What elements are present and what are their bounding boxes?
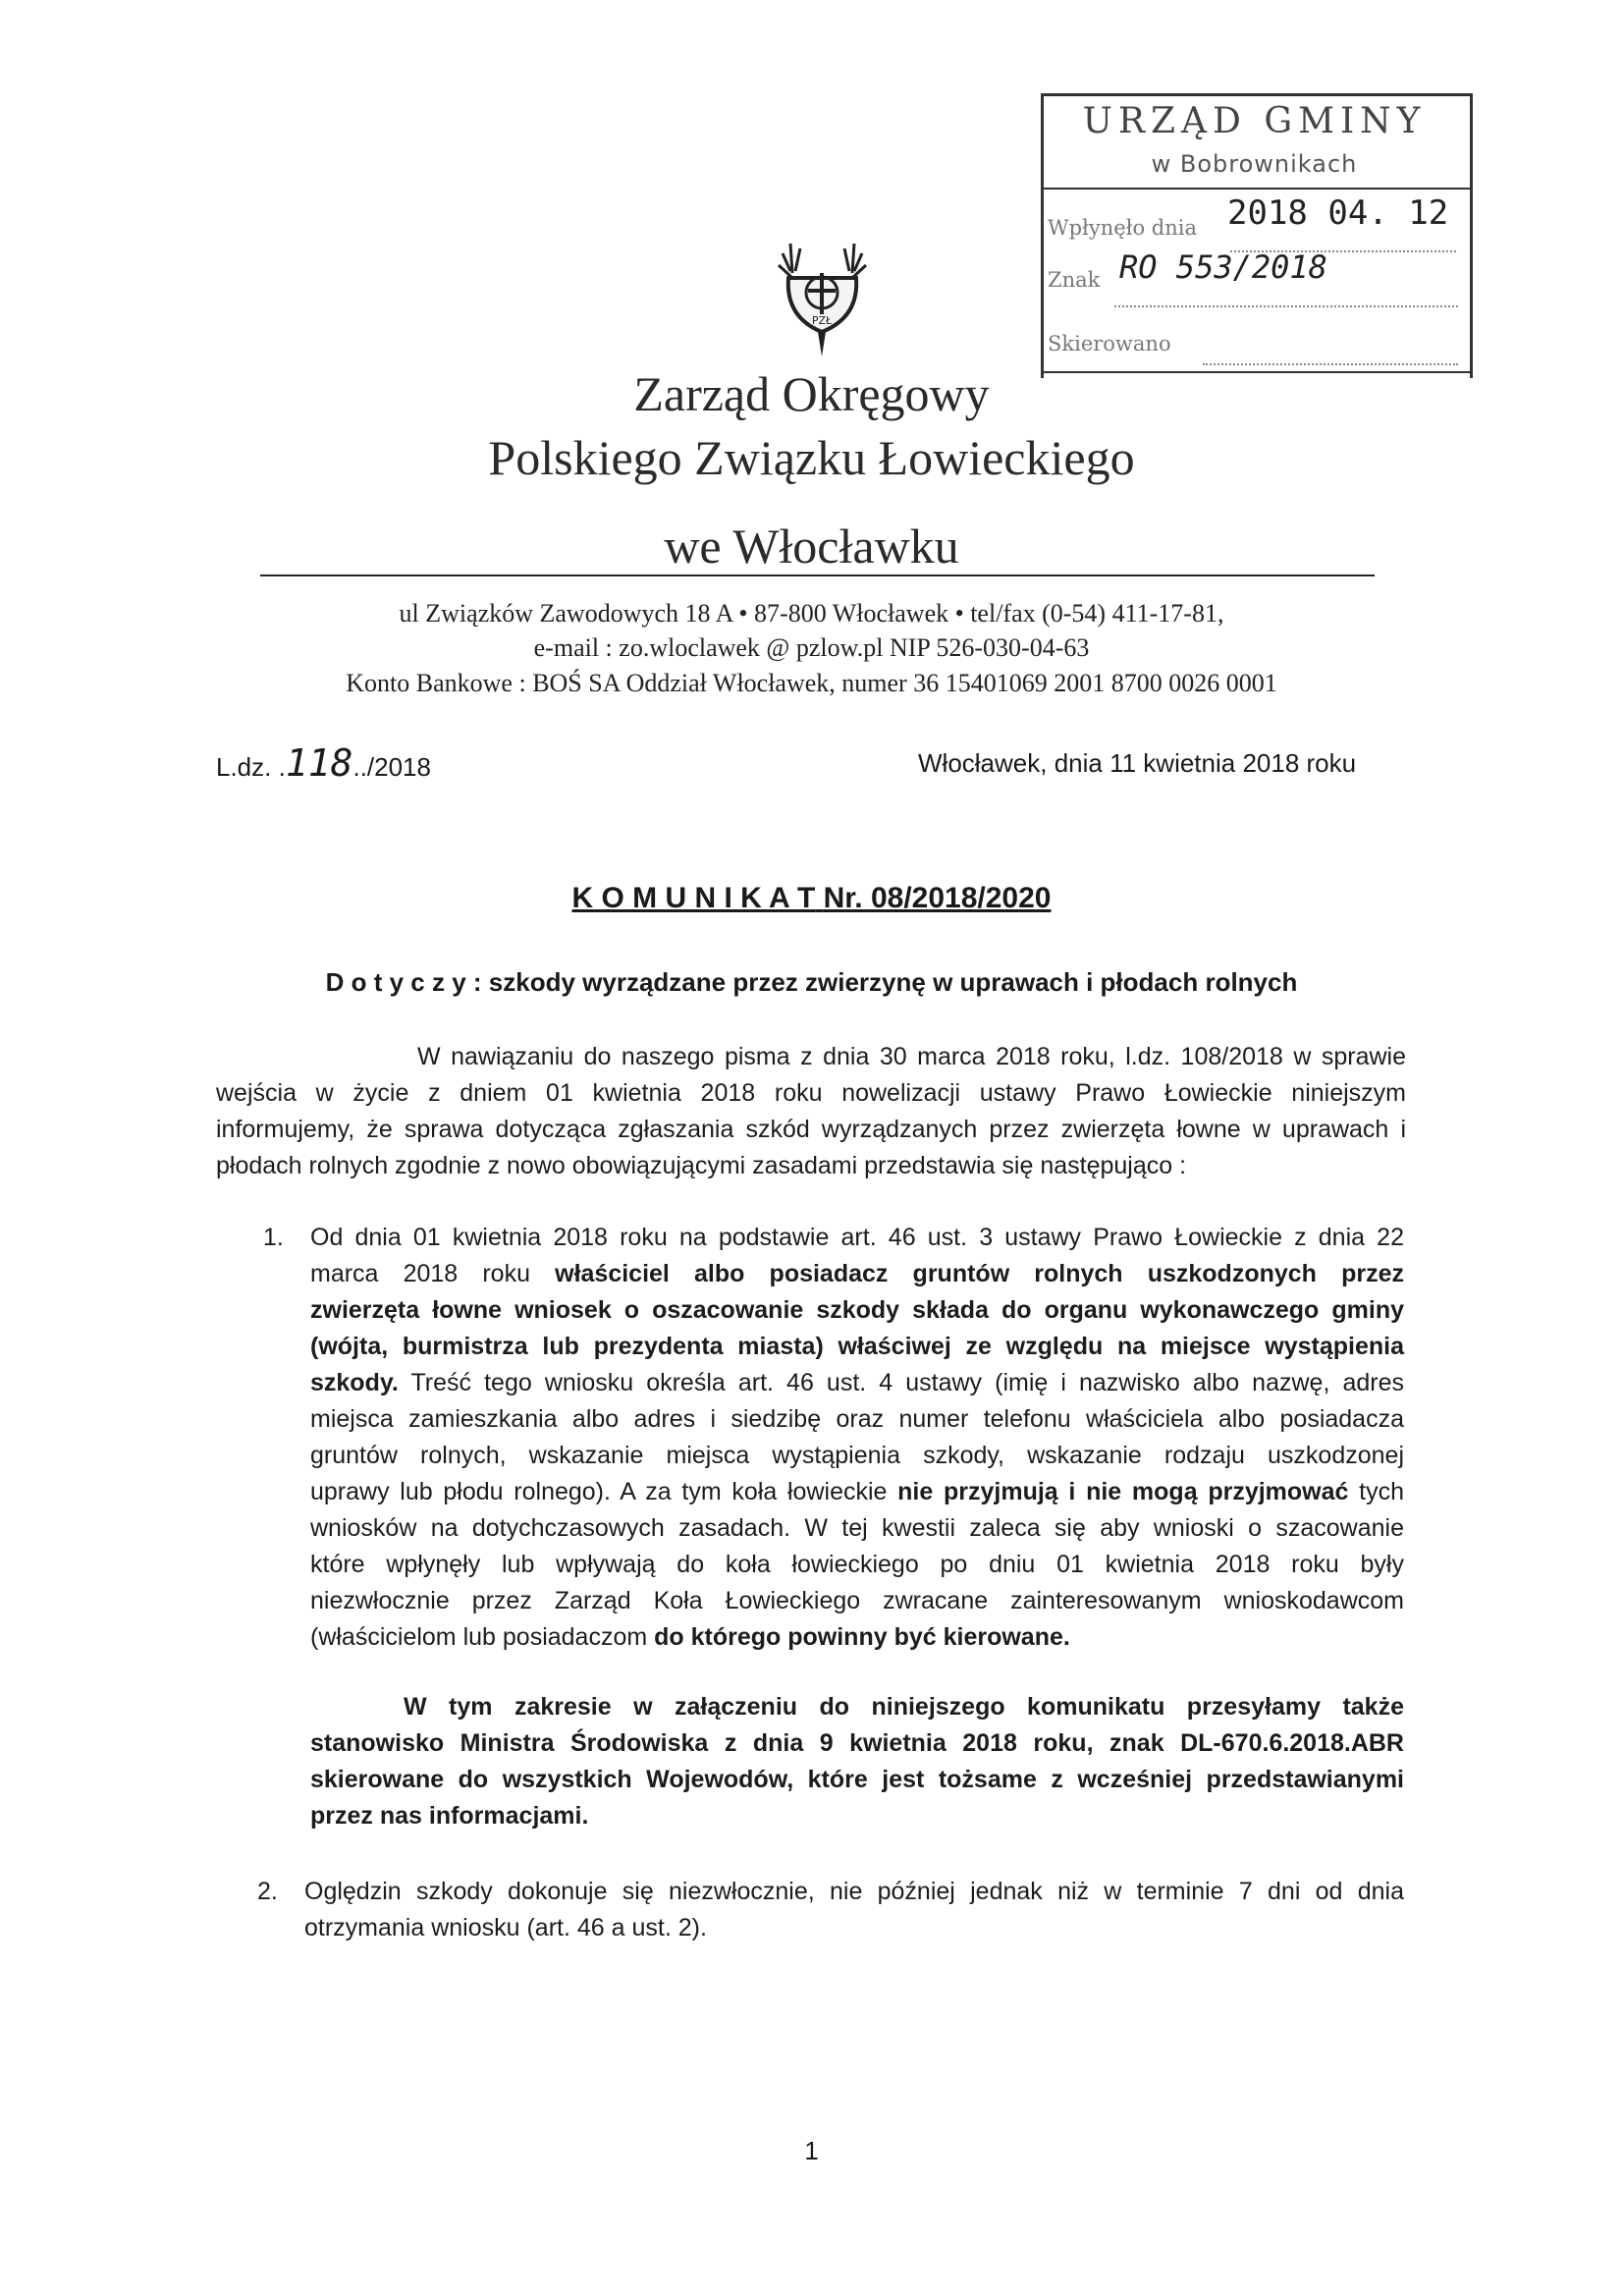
- attachment-note: [310, 1689, 1404, 1834]
- point-1-line: marca 2018 roku właściciel albo posiadacz gruntów rolnych uszkodzonych przez: [310, 1260, 1404, 1287]
- header-line-3: we Włocławku: [664, 519, 959, 574]
- address-line-3: Konto Bankowe : BOŚ SA Oddział Włocławek, numer 36 15401069 2001 8700 0026 0001: [346, 669, 1277, 697]
- point-1-number: 1.: [263, 1224, 284, 1251]
- point-1-line: (właścicielom lub posiadaczom do którego powinny być kierowane.: [310, 1623, 1070, 1651]
- antlers-cross-icon: [771, 234, 874, 361]
- point-2-number: 2.: [257, 1878, 278, 1905]
- point-1-text: [310, 1220, 1404, 1656]
- point-1-line: miejsca zamieszkania albo adres i siedzibę oraz numer telefonu właściciela albo posiadacza: [310, 1405, 1404, 1433]
- attachment-line: przez nas informacjami.: [310, 1802, 589, 1830]
- intro-line: informujemy, że sprawa dotycząca zgłaszania szkód wyrządzanych przez zwierzęta łowne w uprawach i: [216, 1116, 1406, 1143]
- point-1-line: wniosków na dotychczasowych zasadach. W tej kwestii zaleca się aby wnioski o szacowanie: [310, 1514, 1404, 1542]
- reference-number: [216, 741, 431, 785]
- point-1-line: Od dnia 01 kwietnia 2018 roku na podstawie art. 46 ust. 3 ustawy Prawo Łowieckie z dnia 22: [310, 1224, 1404, 1251]
- intro-line: wejścia w życie z dniem 01 kwietnia 2018 roku nowelizacji ustawy Prawo Łowieckie niniejszym: [216, 1079, 1406, 1107]
- point-1-line: szkody. Treść tego wniosku określa art. 46 ust. 4 ustawy (imię i nazwisko albo nazwę, adres: [310, 1369, 1404, 1396]
- ldz-number: 118: [285, 741, 353, 785]
- point-1-line: niezwłocznie przez Zarząd Koła Łowieckiego zwracane zainteresowanym wnioskodawcom: [310, 1587, 1404, 1614]
- attachment-line: skierowane do wszystkich Wojewodów, które jest tożsame z wcześniej przedstawianymi: [310, 1766, 1404, 1793]
- point-1-line: zwierzęta łowne wniosek o oszacowanie szkody składa do organu wykonawczego gminy: [310, 1296, 1404, 1324]
- header-line-1: Zarząd Okręgowy: [633, 366, 990, 421]
- stamp-title: URZĄD GMINY: [1082, 101, 1427, 141]
- pzl-emblem: [771, 234, 874, 361]
- title-number: Nr. 08/2018/2020: [823, 882, 1052, 914]
- header-line-2: Polskiego Związku Łowieckiego: [488, 430, 1135, 485]
- emblem-letters: PZŁ: [811, 314, 833, 327]
- address-line-1: ul Związków Zawodowych 18 A • 87-800 Włocławek • tel/fax (0-54) 411-17-81,: [399, 599, 1224, 628]
- ldz-suffix: ../2018: [352, 752, 431, 782]
- stamp-received-value: 2018 04. 12: [1227, 193, 1449, 233]
- title-spaced: K O M U N I K A T: [571, 882, 816, 914]
- stamp-sign-label: Znak: [1048, 268, 1101, 292]
- intro-line: płodach rolnych zgodnie z nowo obowiązującymi zasadami przedstawia się następująco :: [216, 1152, 1187, 1179]
- stamp-directed-label: Skierowano: [1048, 332, 1171, 355]
- point-2-line: Oględzin szkody dokonuje się niezwłocznie, nie później jednak niż w terminie 7 dni od dnia: [304, 1878, 1404, 1905]
- point-1-line: które wpłynęły lub wpływają do koła łowieckiego po dniu 01 kwietnia 2018 roku były: [310, 1551, 1404, 1578]
- letter-date: Włocławek, dnia 11 kwietnia 2018 roku: [918, 748, 1357, 778]
- header-rule: [260, 574, 1375, 576]
- subject-text: szkody wyrządzane przez zwierzynę w uprawach i płodach rolnych: [488, 967, 1298, 997]
- stamp-received-label: Wpłynęło dnia: [1048, 216, 1197, 240]
- attachment-line: stanowisko Ministra Środowiska z dnia 9 kwietnia 2018 roku, znak DL-670.6.2018.ABR: [310, 1729, 1404, 1757]
- attachment-line: W tym zakresie w załączeniu do niniejszego komunikatu przesyłamy także: [404, 1693, 1404, 1721]
- received-stamp: [1036, 93, 1473, 378]
- address-line-2: e-mail : zo.wloclawek @ pzlow.pl NIP 526-030-04-63: [533, 633, 1090, 662]
- point-1-line: (wójta, burmistrza lub prezydenta miasta) właściwej ze względu na miejsce wystąpienia: [310, 1333, 1404, 1360]
- point-1-line: uprawy lub płodu rolnego). A za tym koła łowieckie nie przyjmują i nie mogą przyjmować tych: [310, 1478, 1404, 1505]
- communique-subject: [0, 967, 1623, 998]
- stamp-sign-value: RO 553/2018: [1119, 248, 1327, 286]
- point-2-line: otrzymania wniosku (art. 46 a ust. 2).: [304, 1914, 707, 1941]
- point-1-line: gruntów rolnych, wskazanie miejsca wystąpienia szkody, wskazanie rodzaju uszkodzonej: [310, 1442, 1404, 1469]
- point-2-text: [304, 1874, 1404, 1946]
- page-number: 1: [804, 2136, 819, 2165]
- intro-paragraph: [216, 1039, 1406, 1184]
- stamp-subtitle: w Bobrownikach: [1151, 150, 1358, 178]
- communique-title: [0, 882, 1623, 915]
- ldz-prefix: L.dz. .: [216, 752, 286, 782]
- intro-line: W nawiązaniu do naszego pisma z dnia 30 marca 2018 roku, l.dz. 108/2018 w sprawie: [417, 1043, 1406, 1070]
- subject-label: D o t y c z y :: [325, 967, 482, 997]
